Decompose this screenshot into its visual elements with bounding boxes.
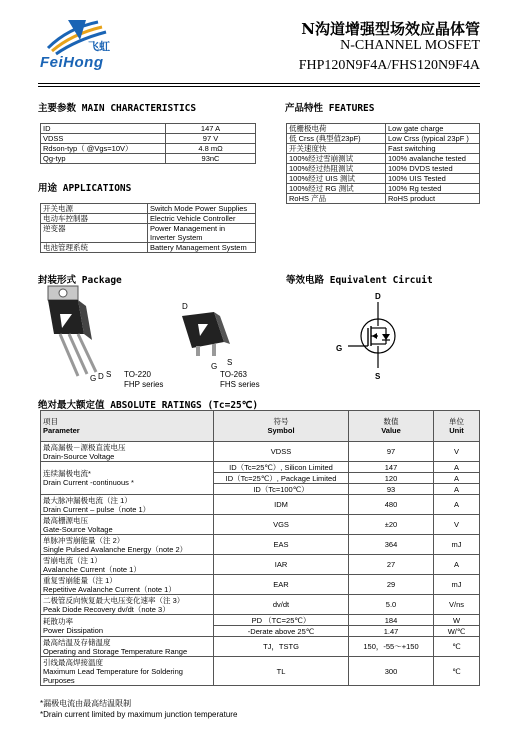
feature-cn: 100%经过 UIS 测试 bbox=[287, 174, 386, 184]
table-row bbox=[287, 174, 480, 184]
param-cn: 引线最高焊接温度 bbox=[43, 657, 103, 667]
table-row bbox=[287, 184, 480, 194]
unit-cell: A bbox=[434, 462, 480, 473]
symbol-cell: VGS bbox=[214, 515, 349, 535]
table-row bbox=[41, 575, 480, 595]
feature-en: 100% DVDS tested bbox=[386, 164, 480, 174]
param-cn: 重复雪崩能量（注 1） bbox=[43, 575, 117, 585]
unit-cell: mJ bbox=[434, 575, 480, 595]
table-row bbox=[41, 462, 480, 473]
th-unit bbox=[434, 411, 480, 442]
table-row bbox=[41, 224, 256, 243]
to263-pin-s: S bbox=[227, 358, 233, 367]
table-row bbox=[41, 134, 256, 144]
param-cell bbox=[41, 615, 214, 637]
param-en: Drain Current – pulse（note 1） bbox=[43, 504, 151, 514]
table-row bbox=[41, 555, 480, 575]
note-en: *Drain current limited by maximum junction temperature bbox=[40, 710, 238, 719]
feature-cn: RoHS 产品 bbox=[287, 194, 386, 204]
abs-ratings-table bbox=[40, 410, 480, 686]
th-item-en: Parameter bbox=[43, 426, 80, 435]
value-cell: 97 bbox=[349, 442, 434, 462]
symbol-cell: IAR bbox=[214, 555, 349, 575]
app-cn: 电动车控制器 bbox=[41, 214, 148, 224]
th-value bbox=[349, 411, 434, 442]
value-cell: 93 bbox=[349, 484, 434, 495]
equiv-s: S bbox=[375, 372, 381, 381]
param-en: Single Pulsed Avalanche Energy（note 2） bbox=[43, 544, 188, 554]
app-cn: 电池管理系统 bbox=[41, 243, 148, 253]
param-cn: 最高漏极－源极直流电压 bbox=[43, 442, 126, 452]
unit-cell: mJ bbox=[434, 535, 480, 555]
header-divider bbox=[38, 83, 480, 84]
value-cell: 97 V bbox=[166, 134, 256, 144]
th-unit-cn: 单位 bbox=[449, 417, 464, 426]
table-row bbox=[41, 615, 480, 626]
value-cell: 1.47 bbox=[349, 626, 434, 637]
param-cell: Qg-typ bbox=[41, 154, 166, 164]
equiv-g: G bbox=[336, 344, 343, 353]
to263-name: TO-263 bbox=[220, 370, 247, 379]
app-cn: 逆变器 bbox=[41, 224, 148, 243]
brand-name: FeiHong bbox=[40, 54, 104, 71]
table-row bbox=[41, 124, 256, 134]
value-cell: 120 bbox=[349, 473, 434, 484]
param-cell bbox=[41, 462, 214, 495]
param-en: Drain Current -continuous * bbox=[43, 478, 134, 487]
to220-series: FHP series bbox=[124, 380, 164, 389]
to220-name: TO-220 bbox=[124, 370, 151, 379]
table-row bbox=[287, 144, 480, 154]
table-row bbox=[41, 495, 480, 515]
value-cell: 147 A bbox=[166, 124, 256, 134]
param-en: Power Dissipation bbox=[43, 625, 104, 635]
param-cn: 最高栅源电压 bbox=[43, 515, 88, 525]
value-cell: 4.8 mΩ bbox=[166, 144, 256, 154]
value-cell: 364 bbox=[349, 535, 434, 555]
mosfet-symbol bbox=[346, 300, 406, 375]
app-en: Electric Vehicle Controller bbox=[148, 214, 256, 224]
unit-cell: ℃ bbox=[434, 637, 480, 657]
features-heading: 产品特性 FEATURES bbox=[285, 103, 375, 114]
unit-cell: A bbox=[434, 495, 480, 515]
feature-en: Low gate charge bbox=[386, 124, 480, 134]
table-row bbox=[41, 214, 256, 224]
value-cell: 27 bbox=[349, 555, 434, 575]
feature-en: Low Crss (typical 23pF ) bbox=[386, 134, 480, 144]
feature-cn: 100%经过雪崩测试 bbox=[287, 154, 386, 164]
param-en: Avalanche Current（note 1） bbox=[43, 564, 141, 574]
table-row bbox=[287, 124, 480, 134]
feature-cn: 开关速度快 bbox=[287, 144, 386, 154]
param-cn: 连续漏极电流* bbox=[43, 469, 91, 478]
feature-en: Fast switching bbox=[386, 144, 480, 154]
param-en: Maximum Lead Temperature for Soldering bbox=[43, 666, 183, 676]
feature-cn: 100%经过热阻测试 bbox=[287, 164, 386, 174]
th-unit-en: Unit bbox=[449, 426, 464, 435]
param-en: Operating and Storage Temperature Range bbox=[43, 646, 188, 656]
unit-cell: V/ns bbox=[434, 595, 480, 615]
unit-cell: A bbox=[434, 473, 480, 484]
feature-cn: 低栅极电荷 bbox=[287, 124, 386, 134]
th-symbol bbox=[214, 411, 349, 442]
unit-cell: W bbox=[434, 615, 480, 626]
table-row bbox=[41, 204, 256, 214]
unit-cell: ℃ bbox=[434, 657, 480, 686]
th-parameter bbox=[41, 411, 214, 442]
brand-name-cn: 飞虹 bbox=[88, 40, 110, 53]
feature-en: 100% Rg tested bbox=[386, 184, 480, 194]
unit-cell: V bbox=[434, 515, 480, 535]
app-en: Switch Mode Power Supplies bbox=[148, 204, 256, 214]
part-number: FHP120N9F4A/FHS120N9F4A bbox=[298, 58, 480, 73]
app-en-line1: Power Management in bbox=[150, 224, 226, 233]
app-cn: 开关电源 bbox=[41, 204, 148, 214]
param-cell bbox=[41, 575, 214, 595]
value-cell: 150，-55～+150 bbox=[349, 637, 434, 657]
symbol-cell: TJ，TSTG bbox=[214, 637, 349, 657]
unit-cell: W/℃ bbox=[434, 626, 480, 637]
applications-heading: 用途 APPLICATIONS bbox=[38, 183, 132, 194]
table-row bbox=[41, 637, 480, 657]
value-cell: 93nC bbox=[166, 154, 256, 164]
equiv-heading: 等效电路 Equivalent Circuit bbox=[286, 275, 433, 286]
param-cell bbox=[41, 555, 214, 575]
value-cell: 300 bbox=[349, 657, 434, 686]
value-cell: 147 bbox=[349, 462, 434, 473]
features-table bbox=[286, 123, 480, 204]
symbol-cell: VDSS bbox=[214, 442, 349, 462]
table-row bbox=[287, 164, 480, 174]
to263-series: FHS series bbox=[220, 380, 260, 389]
value-cell: 29 bbox=[349, 575, 434, 595]
unit-cell: A bbox=[434, 555, 480, 575]
feature-en: 100% avalanche tested bbox=[386, 154, 480, 164]
symbol-cell: ID（Tc=25℃）, Package Limited bbox=[214, 473, 349, 484]
th-sym-cn: 符号 bbox=[273, 417, 289, 426]
symbol-cell: IDM bbox=[214, 495, 349, 515]
table-row bbox=[41, 442, 480, 462]
feature-en: 100% UIS Tested bbox=[386, 174, 480, 184]
symbol-cell: EAR bbox=[214, 575, 349, 595]
symbol-cell: PD （TC=25℃） bbox=[214, 615, 349, 626]
table-row bbox=[41, 535, 480, 555]
symbol-cell: EAS bbox=[214, 535, 349, 555]
param-cell: VDSS bbox=[41, 134, 166, 144]
th-val-en: Value bbox=[381, 426, 401, 435]
value-cell: 184 bbox=[349, 615, 434, 626]
param-cn: 雪崩电流（注 1） bbox=[43, 555, 102, 565]
table-row bbox=[41, 515, 480, 535]
param-cell bbox=[41, 515, 214, 535]
title-en: N-CHANNEL MOSFET bbox=[340, 38, 480, 53]
main-char-table bbox=[40, 123, 256, 164]
param-cn: 最高结温及存储温度 bbox=[43, 637, 111, 647]
param-en: Gate-Source Voltage bbox=[43, 524, 113, 534]
param-cell: Rdson-typ（ @Vgs=10V） bbox=[41, 144, 166, 154]
value-cell: ±20 bbox=[349, 515, 434, 535]
param-en: Repetitive Avalanche Current（note 1） bbox=[43, 584, 176, 594]
param-cell bbox=[41, 442, 214, 462]
symbol-cell: TL bbox=[214, 657, 349, 686]
table-header-row bbox=[41, 411, 480, 442]
param-cn: 二极管反向恢复最大电压变化速率（注 3） bbox=[43, 595, 185, 605]
param-cell: ID bbox=[41, 124, 166, 134]
th-item-cn: 项目 bbox=[43, 417, 58, 426]
app-en: Battery Management System bbox=[148, 243, 256, 253]
table-row bbox=[41, 154, 256, 164]
param-cell bbox=[41, 637, 214, 657]
table-row bbox=[287, 194, 480, 204]
param-cn: 耗散功率 bbox=[43, 616, 73, 626]
table-row bbox=[41, 595, 480, 615]
note-cn: *漏极电流由最高结温限制 bbox=[40, 699, 132, 708]
param-en: Drain-Source Voltage bbox=[43, 451, 115, 461]
feature-cn: 低 Crss (典型值23pF) bbox=[287, 134, 386, 144]
feature-cn: 100%经过 RG 测试 bbox=[287, 184, 386, 194]
table-row bbox=[287, 134, 480, 144]
table-row bbox=[41, 657, 480, 686]
table-row bbox=[287, 154, 480, 164]
value-cell: 5.0 bbox=[349, 595, 434, 615]
param-cell bbox=[41, 595, 214, 615]
symbol-cell: ID（Tc=100℃） bbox=[214, 484, 349, 495]
param-cell bbox=[41, 657, 214, 686]
applications-table bbox=[40, 203, 256, 253]
th-sym-en: Symbol bbox=[267, 426, 295, 435]
param-cell bbox=[41, 495, 214, 515]
symbol-cell: ID（Tc=25℃）, Silicon Limited bbox=[214, 462, 349, 473]
symbol-cell: -Derate above 25℃ bbox=[214, 626, 349, 637]
symbol-cell: dv/dt bbox=[214, 595, 349, 615]
th-val-cn: 数值 bbox=[383, 417, 399, 426]
param-en-2: Purposes bbox=[43, 675, 75, 685]
to220-drawing bbox=[40, 284, 124, 384]
table-row bbox=[41, 144, 256, 154]
unit-cell: V bbox=[434, 442, 480, 462]
equiv-d: D bbox=[375, 292, 381, 301]
param-cell bbox=[41, 535, 214, 555]
to263-pin-d: D bbox=[182, 302, 188, 311]
app-en bbox=[148, 224, 256, 243]
param-en: Peak Diode Recovery dv/dt（note 3） bbox=[43, 604, 170, 614]
pin-s-label: S bbox=[106, 370, 112, 379]
title-cn: N沟道增强型场效应晶体管 bbox=[301, 20, 480, 38]
header-divider-thin bbox=[38, 86, 480, 87]
unit-cell: A bbox=[434, 484, 480, 495]
pin-g-label: G bbox=[90, 374, 97, 383]
pin-d-label: D bbox=[98, 372, 104, 381]
value-cell: 480 bbox=[349, 495, 434, 515]
param-cn: 单脉冲雪崩能量（注 2） bbox=[43, 535, 125, 545]
main-char-heading: 主要参数 MAIN CHARACTERISTICS bbox=[38, 103, 197, 114]
app-en-line2: Inverter System bbox=[150, 233, 203, 242]
to263-pin-g: G bbox=[211, 362, 218, 371]
abs-heading: 绝对最大额定值 ABSOLUTE RATINGS (Tc=25℃) bbox=[38, 400, 259, 411]
table-row bbox=[41, 243, 256, 253]
param-cn: 最大脉冲漏极电流（注 1） bbox=[43, 495, 132, 505]
package-heading: 封装形式 Package bbox=[38, 275, 122, 286]
feature-en: RoHS product bbox=[386, 194, 480, 204]
